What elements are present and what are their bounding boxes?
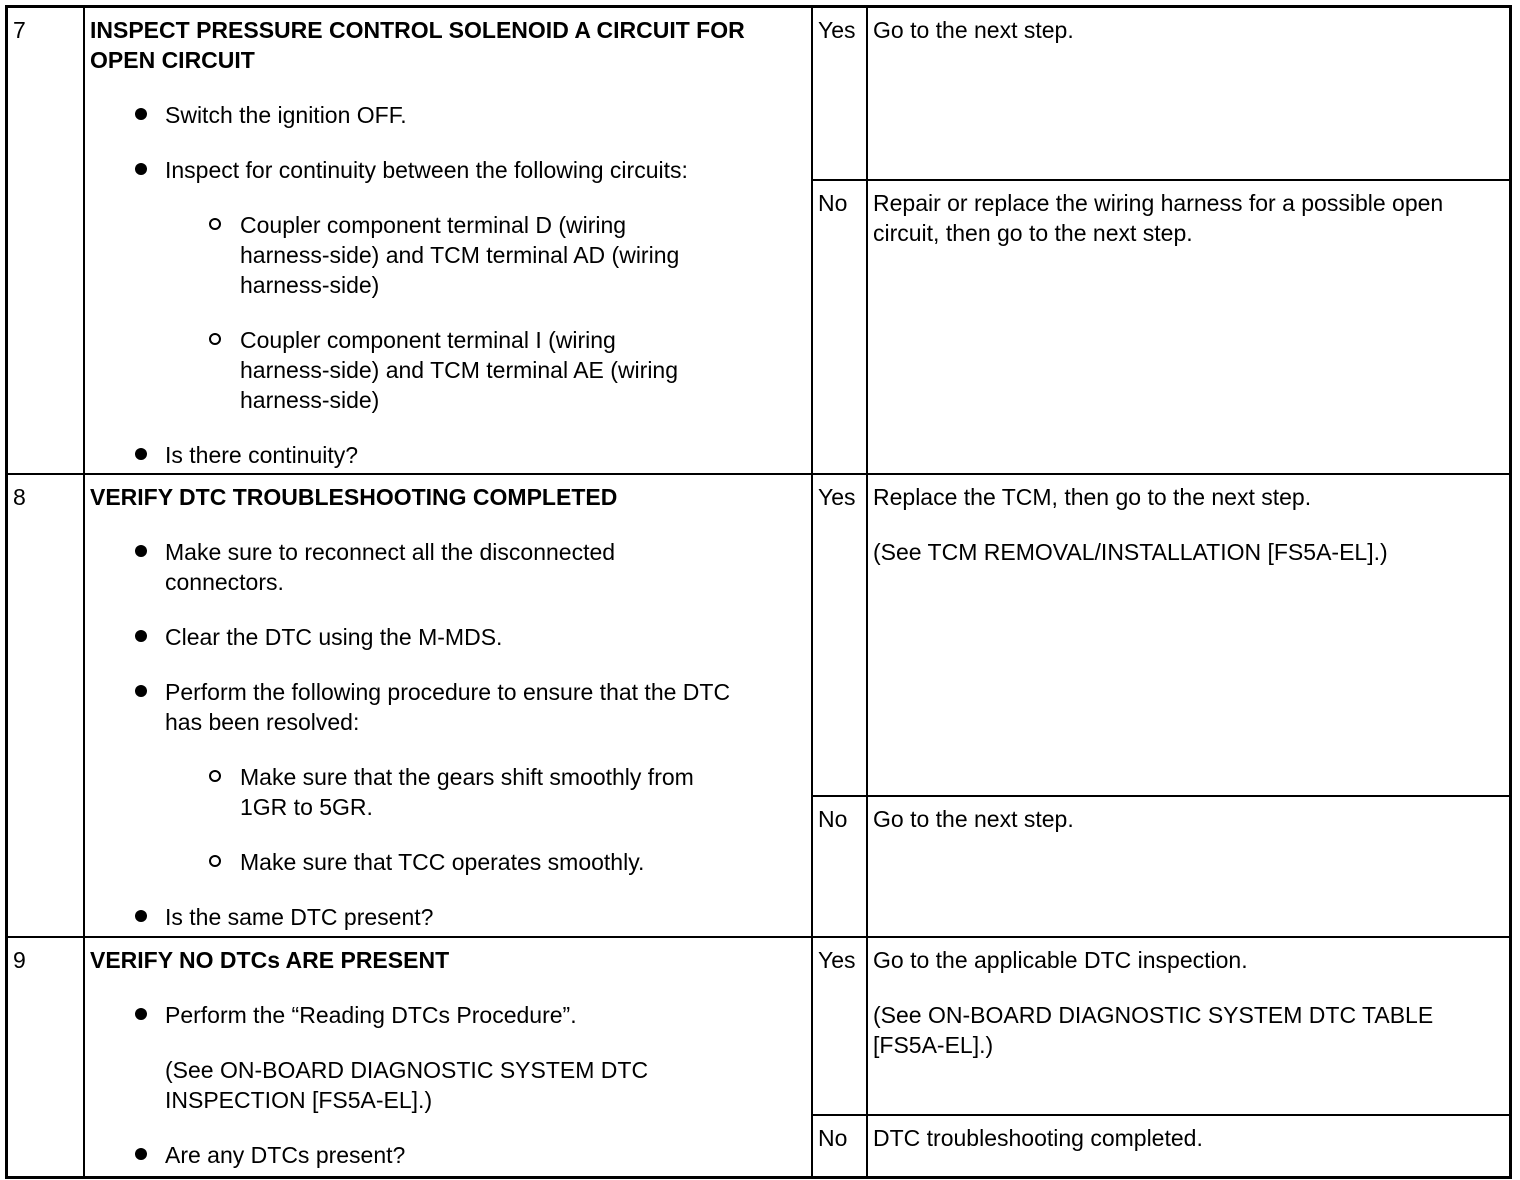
step-number: 9 xyxy=(13,947,26,973)
step-number: 8 xyxy=(13,484,26,510)
bullet-icon xyxy=(135,685,147,697)
no-action-line: Repair or replace the wiring harness for a possible open xyxy=(873,190,1444,216)
bullet-icon xyxy=(135,1008,147,1020)
no-label: No xyxy=(818,806,848,832)
sub-item-line: 1GR to 5GR. xyxy=(240,794,373,820)
step-number: 7 xyxy=(13,17,26,43)
sub-item-line: Make sure that the gears shift smoothly from xyxy=(240,764,694,790)
column-divider xyxy=(866,8,868,1176)
sub-item: Make sure that TCC operates smoothly. xyxy=(240,849,645,875)
check-item-line: Perform the following procedure to ensure that the DTC xyxy=(165,679,731,705)
step-title-line: OPEN CIRCUIT xyxy=(90,47,255,73)
step-title-line: INSPECT PRESSURE CONTROL SOLENOID A CIRCUIT FOR xyxy=(90,17,745,43)
no-action: Go to the next step. xyxy=(873,806,1074,832)
sub-bullet-icon xyxy=(209,333,221,345)
troubleshooting-table xyxy=(5,5,1512,1179)
yes-reference-line: (See ON-BOARD DIAGNOSTIC SYSTEM DTC TABLE xyxy=(873,1002,1434,1028)
row-divider xyxy=(8,473,1509,475)
sub-item-line: harness-side) and TCM terminal AE (wiring xyxy=(240,357,679,383)
check-question: Are any DTCs present? xyxy=(165,1142,406,1168)
reference-line: (See ON-BOARD DIAGNOSTIC SYSTEM DTC xyxy=(165,1057,649,1083)
yes-action: Replace the TCM, then go to the next step. xyxy=(873,484,1312,510)
sub-item-line: Coupler component terminal I (wiring xyxy=(240,327,616,353)
bullet-icon xyxy=(135,630,147,642)
check-item-line: has been resolved: xyxy=(165,709,360,735)
sub-bullet-icon xyxy=(209,218,221,230)
check-item-line: Make sure to reconnect all the disconnected xyxy=(165,539,616,565)
yes-label: Yes xyxy=(818,17,856,43)
yes-reference: (See TCM REMOVAL/INSTALLATION [FS5A-EL].) xyxy=(873,539,1388,565)
sub-bullet-icon xyxy=(209,770,221,782)
reference-line: INSPECTION [FS5A-EL].) xyxy=(165,1087,433,1113)
check-item-line: connectors. xyxy=(165,569,284,595)
column-divider xyxy=(83,8,85,1176)
check-item: Switch the ignition OFF. xyxy=(165,102,407,128)
no-label: No xyxy=(818,190,848,216)
check-item: Perform the “Reading DTCs Procedure”. xyxy=(165,1002,577,1028)
row-divider xyxy=(8,936,1509,938)
no-label: No xyxy=(818,1125,848,1151)
sub-item-line: harness-side) xyxy=(240,387,380,413)
step-title: VERIFY NO DTCs ARE PRESENT xyxy=(90,947,450,973)
sub-bullet-icon xyxy=(209,855,221,867)
bullet-icon xyxy=(135,1148,147,1160)
yes-no-divider xyxy=(811,179,1509,181)
no-action: DTC troubleshooting completed. xyxy=(873,1125,1203,1151)
bullet-icon xyxy=(135,545,147,557)
yes-no-divider xyxy=(811,795,1509,797)
yes-action: Go to the next step. xyxy=(873,17,1074,43)
yes-action: Go to the applicable DTC inspection. xyxy=(873,947,1248,973)
check-question: Is the same DTC present? xyxy=(165,904,434,930)
yes-no-divider xyxy=(811,1114,1509,1116)
bullet-icon xyxy=(135,108,147,120)
check-item: Inspect for continuity between the following circuits: xyxy=(165,157,688,183)
no-action-line: circuit, then go to the next step. xyxy=(873,220,1193,246)
check-question: Is there continuity? xyxy=(165,442,359,468)
sub-item-line: harness-side) and TCM terminal AD (wiring xyxy=(240,242,680,268)
yes-label: Yes xyxy=(818,484,856,510)
sub-item-line: Coupler component terminal D (wiring xyxy=(240,212,627,238)
sub-item-line: harness-side) xyxy=(240,272,380,298)
yes-label: Yes xyxy=(818,947,856,973)
yes-reference-line: [FS5A-EL].) xyxy=(873,1032,994,1058)
column-divider xyxy=(811,8,813,1176)
bullet-icon xyxy=(135,163,147,175)
check-item: Clear the DTC using the M-MDS. xyxy=(165,624,503,650)
step-title: VERIFY DTC TROUBLESHOOTING COMPLETED xyxy=(90,484,618,510)
bullet-icon xyxy=(135,910,147,922)
bullet-icon xyxy=(135,448,147,460)
